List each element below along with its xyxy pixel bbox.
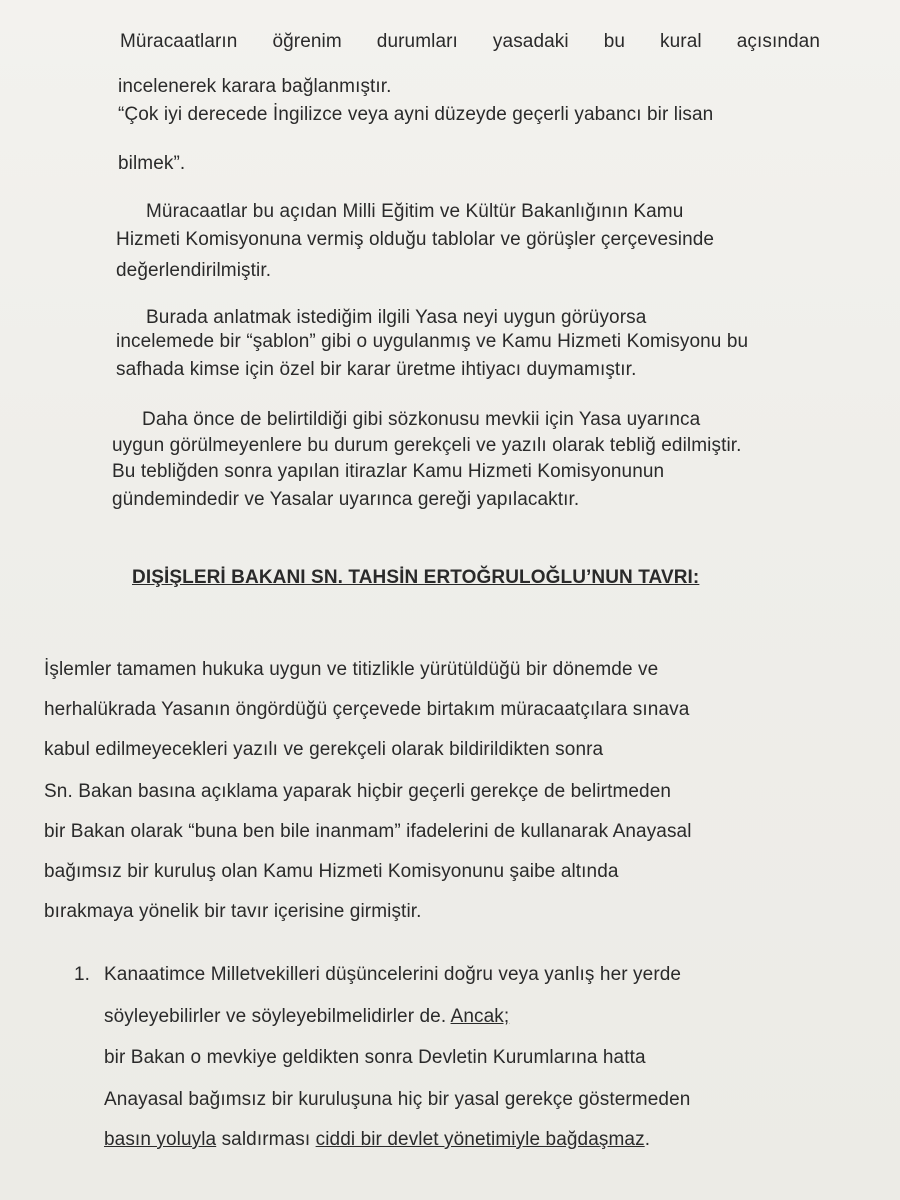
paragraph-5-line-2: herhalükrada Yasanın öngördüğü çerçevede birtakım müracaatçılara sınava <box>44 699 690 720</box>
list-item-text: söyleyebilirler ve söyleyebilmelidirler de. <box>104 1006 451 1027</box>
paragraph-4-line-3: Bu tebliğden sonra yapılan itirazlar Kamu Hizmeti Komisyonunun <box>112 461 665 482</box>
list-item-line-4: Anayasal bağımsız bir kuruluşuna hiç bir yasal gerekçe göstermeden <box>104 1089 691 1110</box>
paragraph-1-line-3: “Çok iyi derecede İngilizce veya ayni düzeyde geçerli yabancı bir lisan <box>118 104 714 125</box>
paragraph-5-line-4: Sn. Bakan basına açıklama yaparak hiçbir geçerli gerekçe de belirtmeden <box>44 781 672 802</box>
underlined-text: Ancak; <box>450 1006 510 1027</box>
paragraph-3-line-2: incelemede bir “şablon” gibi o uygulanmış ve Kamu Hizmeti Komisyonu bu <box>116 331 749 352</box>
paragraph-1-line-1 <box>120 30 820 54</box>
paragraph-2-line-1: Müracaatlar bu açıdan Milli Eğitim ve Kültür Bakanlığının Kamu <box>146 201 684 222</box>
underlined-text: basın yoluyla <box>104 1129 217 1150</box>
paragraph-3-line-1: Burada anlatmak istediğim ilgili Yasa neyi uygun görüyorsa <box>146 307 647 328</box>
paragraph-5-line-3: kabul edilmeyecekleri yazılı ve gerekçeli olarak bildirildikten sonra <box>44 739 604 760</box>
paragraph-2-line-3: değerlendirilmiştir. <box>116 260 272 281</box>
paragraph-5-line-7: bırakmaya yönelik bir tavır içerisine girmiştir. <box>44 901 422 922</box>
paragraph-3-line-3: safhada kimse için özel bir karar üretme ihtiyacı duymamıştır. <box>116 359 637 380</box>
section-heading: DIŞİŞLERİ BAKANI SN. TAHSİN ERTOĞRULOĞLU’NUN TAVRI: <box>132 567 700 588</box>
paragraph-5-line-1: İşlemler tamamen hukuka uygun ve titizlikle yürütüldüğü bir dönemde ve <box>44 659 659 680</box>
list-item-text: saldırması <box>216 1129 316 1150</box>
word: Müracaatların <box>120 31 238 52</box>
word: yasadaki <box>492 31 569 52</box>
list-item-line-1: Kanaatimce Milletvekilleri düşüncelerini doğru veya yanlış her yerde <box>104 964 682 985</box>
word: açısından <box>736 31 820 52</box>
paragraph-5-line-6: bağımsız bir kuruluş olan Kamu Hizmeti Komisyonunu şaibe altında <box>44 861 619 882</box>
word: durumları <box>376 31 458 52</box>
paragraph-1-line-4: bilmek”. <box>118 153 186 174</box>
word: bu <box>603 31 626 52</box>
list-item-line-3: bir Bakan o mevkiye geldikten sonra Devletin Kurumlarına hatta <box>104 1047 646 1068</box>
paragraph-4-line-1: Daha önce de belirtildiği gibi sözkonusu mevkii için Yasa uyarınca <box>142 409 701 430</box>
underlined-text: ciddi bir devlet yönetimiyle bağdaşmaz <box>315 1129 645 1150</box>
list-item-line-2 <box>104 1005 509 1029</box>
list-item-line-5 <box>104 1128 650 1152</box>
list-item-text: . <box>644 1129 651 1150</box>
word: kural <box>660 31 702 52</box>
list-number: 1. <box>74 964 90 985</box>
paragraph-5-line-5: bir Bakan olarak “buna ben bile inanmam” ifadelerini de kullanarak Anayasal <box>44 821 692 842</box>
paragraph-1-line-2: incelenerek karara bağlanmıştır. <box>118 76 392 97</box>
paragraph-4-line-2: uygun görülmeyenlere bu durum gerekçeli ve yazılı olarak tebliğ edilmiştir. <box>112 435 742 456</box>
paragraph-2-line-2: Hizmeti Komisyonuna vermiş olduğu tablolar ve görüşler çerçevesinde <box>116 229 715 250</box>
paragraph-4-line-4: gündemindedir ve Yasalar uyarınca gereği yapılacaktır. <box>112 489 580 510</box>
word: öğrenim <box>272 31 342 52</box>
